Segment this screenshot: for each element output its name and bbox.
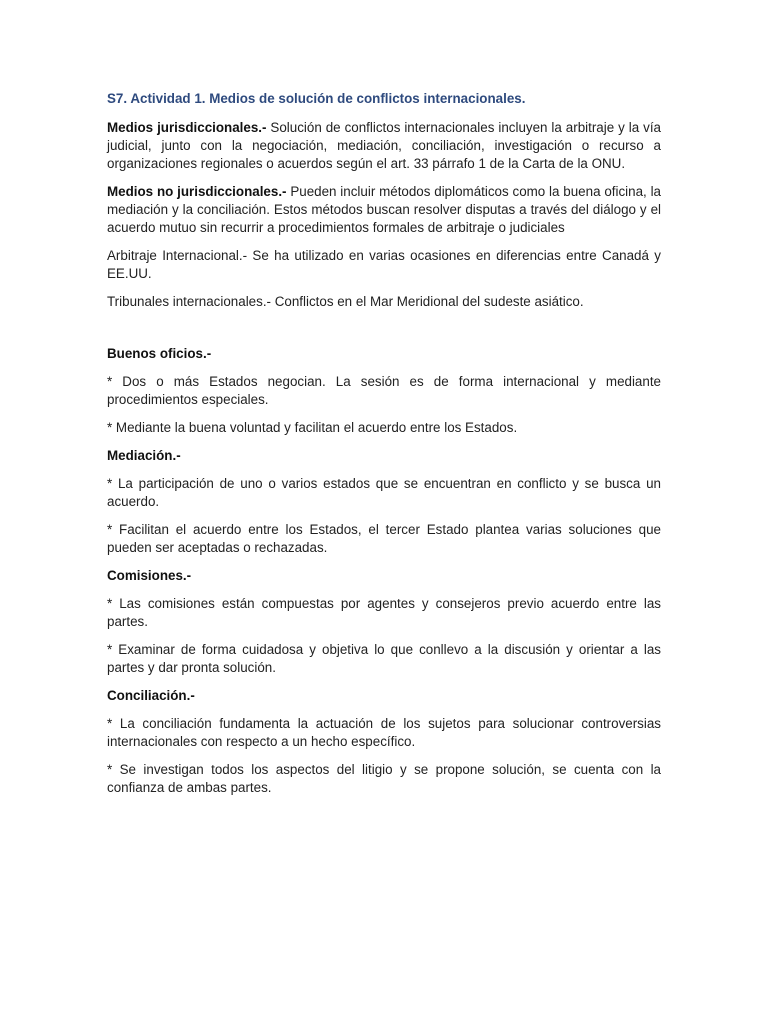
document-title: S7. Actividad 1. Medios de solución de conflictos internacionales. xyxy=(107,91,526,106)
term-label: Medios jurisdiccionales.- xyxy=(107,120,267,135)
section-heading-buenos-oficios: Buenos oficios.- xyxy=(107,346,212,361)
section-heading-mediacion: Mediación.- xyxy=(107,448,181,463)
document-page xyxy=(107,90,661,807)
term-label: Medios no jurisdiccionales.- xyxy=(107,184,287,199)
list-item: * Las comisiones están compuestas por agentes y consejeros previo acuerdo entre las partes. xyxy=(107,596,661,629)
list-item: * Mediante la buena voluntad y facilitan el acuerdo entre los Estados. xyxy=(107,420,518,435)
spacer xyxy=(107,321,661,345)
paragraph-tribunales: Tribunales internacionales.- Conflictos en el Mar Meridional del sudeste asiático. xyxy=(107,294,584,309)
paragraph-arbitraje: Arbitraje Internacional.- Se ha utilizado en varias ocasiones en diferencias entre Canadá y EE.UU. xyxy=(107,248,661,281)
list-item: * La conciliación fundamenta la actuación de los sujetos para solucionar controversias internacionales con respecto a un hecho específico. xyxy=(107,716,661,749)
list-item: * Examinar de forma cuidadosa y objetiva lo que conllevo a la discusión y orientar a las partes y dar pronta solución. xyxy=(107,642,661,675)
paragraph-medios-jurisdiccionales xyxy=(107,119,661,173)
term-text: Pueden incluir métodos diplomáticos como la buena oficina, la mediación y la conciliación. Estos métodos buscan resolver disputas a través del diálogo y el acuerdo mutuo sin recurrir a procedimientos formales de arbitraje o judiciales xyxy=(107,184,661,235)
list-item: * La participación de uno o varios estados que se encuentran en conflicto y se busca un acuerdo. xyxy=(107,476,661,509)
list-item: * Dos o más Estados negocian. La sesión es de forma internacional y mediante procedimientos especiales. xyxy=(107,374,661,407)
section-heading-comisiones: Comisiones.- xyxy=(107,568,192,583)
paragraph-medios-no-jurisdiccionales xyxy=(107,183,661,237)
list-item: * Facilitan el acuerdo entre los Estados, el tercer Estado plantea varias soluciones que pueden ser aceptadas o rechazadas. xyxy=(107,522,661,555)
section-heading-conciliacion: Conciliación.- xyxy=(107,688,195,703)
list-item: * Se investigan todos los aspectos del litigio y se propone solución, se cuenta con la confianza de ambas partes. xyxy=(107,762,661,795)
term-text: Solución de conflictos internacionales incluyen la arbitraje y la vía judicial, junto con la negociación, mediación, conciliación, investigación o recurso a organizaciones regionales o acuerdos según el art. 33 párrafo 1 de la Carta de la ONU. xyxy=(107,120,661,171)
